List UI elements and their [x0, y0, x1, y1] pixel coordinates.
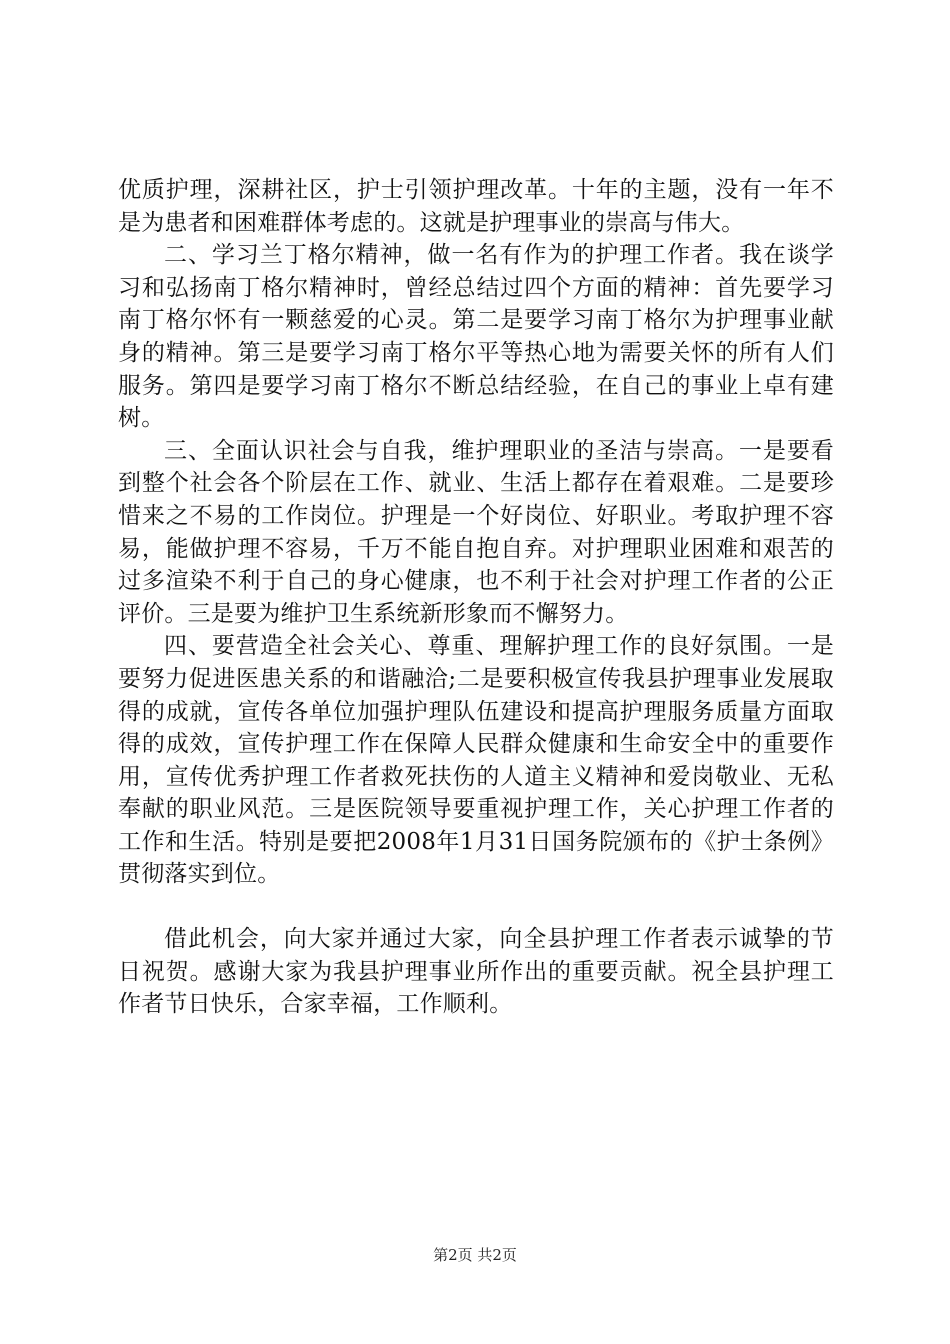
- paragraph-section-three: 三、全面认识社会与自我，维护理职业的圣洁与崇高。一是要看到整个社会各个阶层在工作、就业、生活上都存在着艰难。二是要珍惜来之不易的工作岗位。护理是一个好岗位、好职业。考取护理不容易，能做护理不容易，千万不能自抱自弃。对护理职业困难和艰苦的过多渲染不利于自己的身心健康，也不利于社会对护理工作者的公正评价。三是要为维护卫生系统新形象而不懈努力。: [118, 437, 834, 627]
- paragraph-continuation: 优质护理，深耕社区，护士引领护理改革。十年的主题，没有一年不是为患者和困难群体考虑的。这就是护理事业的崇高与伟大。: [118, 177, 834, 236]
- paragraph-section-four: 四、要营造全社会关心、尊重、理解护理工作的良好氛围。一是要努力促进医患关系的和谐融洽;二是要积极宣传我县护理事业发展取得的成就，宣传各单位加强护理队伍建设和提高护理服务质量方面取得的成效，宣传护理工作在保障人民群众健康和生命安全中的重要作用，宣传优秀护理工作者救死扶伤的人道主义精神和爱岗敬业、无私奉献的职业风范。三是医院领导要重视护理工作，关心护理工作者的工作和生活。特别是要把2008年1月31日国务院颁布的《护士条例》贯彻落实到位。: [118, 633, 834, 888]
- paragraph-section-two: 二、学习兰丁格尔精神，做一名有作为的护理工作者。我在谈学习和弘扬南丁格尔精神时，曾经总结过四个方面的精神：首先要学习南丁格尔怀有一颗慈爱的心灵。第二是要学习南丁格尔为护理事业献身的精神。第三是要学习南丁格尔平等热心地为需要关怀的所有人们服务。第四是要学习南丁格尔不断总结经验，在自己的事业上卓有建树。: [118, 242, 834, 432]
- page-number-footer: 第2页 共2页: [433, 1246, 517, 1264]
- document-body: [118, 174, 834, 1021]
- paragraph-closing: 借此机会，向大家并通过大家，向全县护理工作者表示诚挚的节日祝贺。感谢大家为我县护理事业所作出的重要贡献。祝全县护理工作者节日快乐，合家幸福，工作顺利。: [118, 926, 834, 1018]
- paragraph-spacer: [118, 891, 834, 923]
